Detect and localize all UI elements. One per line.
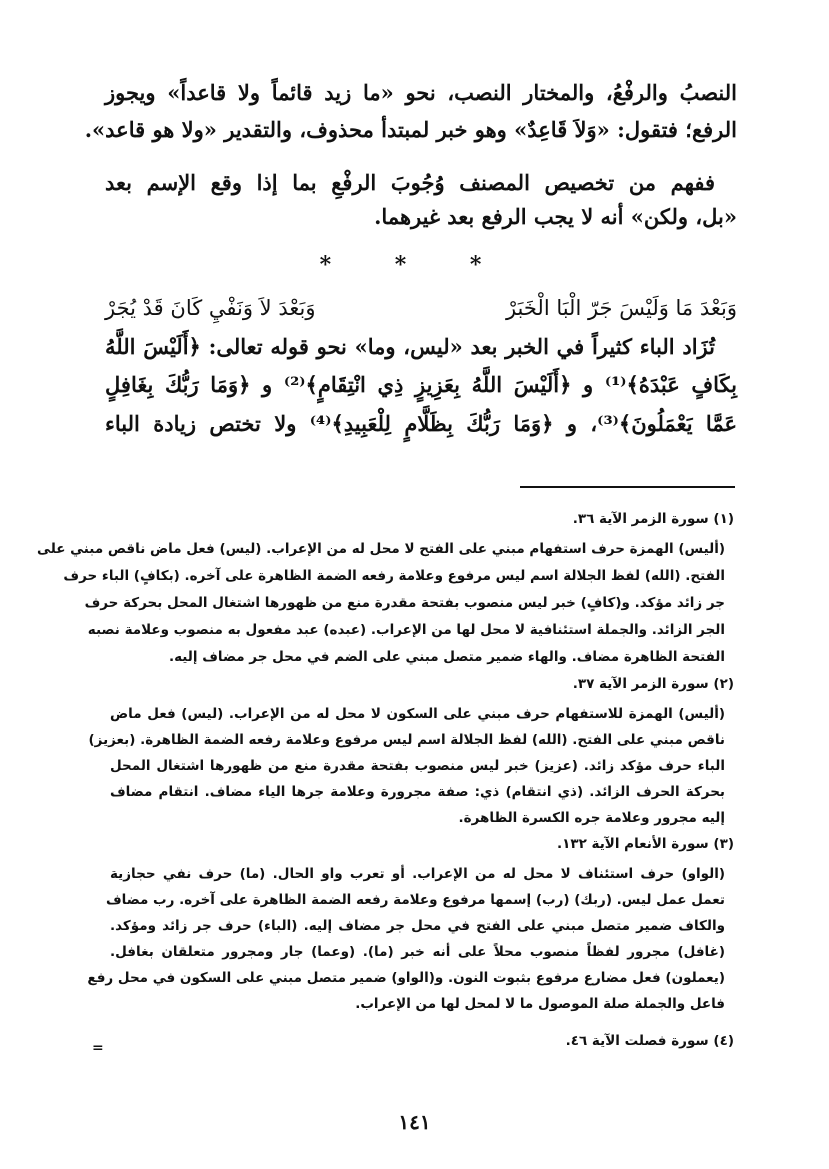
footnote-line: (الواو) حرف استئناف لا محل له من الإعراب. أو تعرب واو الحال. (ما) حرف نفي حجازية: [110, 866, 725, 882]
footnote-line: (يعملون) فعل مضارع مرفوع بثبوت النون. و(الواو) ضمير متصل مبني على السكون في محل رفع: [87, 970, 725, 986]
footnote-line: (أليس) الهمزة للاستفهام حرف مبني على السكون لا محل له من الإعراب. (ليس) فعل ماض: [110, 706, 725, 722]
continuation-mark: =: [92, 1040, 104, 1056]
main-text-line: الرفع؛ فتقول: «وَلاَ قَاعِدٌ» وهو خبر لمبتدأ محذوف، والتقدير «ولا هو قاعد».: [84, 117, 737, 142]
footnote-line: الفتح. (الله) لفظ الجلالة اسم ليس مرفوع وعلامة رفعه الضمة الظاهرة على آخره. (بكافٍ) الباء حرف: [63, 568, 725, 584]
explanation-line: بِكَافٍ عَبْدَهُ﴾⁽¹⁾ و ﴿أَلَيْسَ اللَّهُ بِعَزِيزٍ ذِي انْتِقَامٍ﴾⁽²⁾ و ﴿وَمَا رَبُّكَ بِغَافِلٍ: [105, 372, 737, 397]
footnote-line: جر زائد مؤكد. و(كافٍ) خبر ليس منصوب بفتحة مقدرة منع من ظهورها اشتغال المحل بحركة حرف: [84, 595, 725, 611]
section-separator: * * *: [319, 252, 510, 278]
footnote-heading: (٢) سورة الزمر الآية ٣٧.: [572, 676, 734, 692]
main-text-line: «بل، ولكن» أنه لا يجب الرفع بعد غيرهما.: [374, 204, 737, 229]
footnote-line: (غافل) مجرور لفظاً منصوب محلاً على أنه خبر (ما). (وعما) جار ومجرور متعلقان بغافل.: [110, 944, 725, 960]
footnote-line: (أليس) الهمزة حرف استفهام مبني على الفتح لا محل له من الإعراب. (ليس) فعل ماض ناقص مبني على: [37, 541, 725, 557]
footnote-line: بحركة الحرف الزائد. (ذي انتقام) ذي: صفة مجرورة وعلامة جرها الياء مضاف. انتقام مضاف: [110, 784, 725, 800]
footnote-line: والكاف ضمير متصل مبني على الفتح في محل جر مضاف إليه. (الباء) حرف جر زائد ومؤكد.: [110, 918, 725, 934]
footnote-line: فاعل والجملة صلة الموصول ما لا لمحل لها من الإعراب.: [355, 996, 725, 1012]
verse-right-hemistich: وَبَعْدَ مَا وَلَيْسَ جَرّ الْبَا الْخَبَرْ: [505, 296, 737, 320]
main-text-line: ففهم من تخصيص المصنف وُجُوبَ الرفْعِ بما إذا وقع الإسم بعد: [105, 170, 715, 195]
footnote-heading: (٤) سورة فصلت الآية ٤٦.: [565, 1033, 734, 1049]
verse-left-hemistich: وَبَعْدَ لاَ وَنَفْيِ كَانَ قَدْ يُجَرْ: [105, 296, 316, 320]
footnote-heading: (١) سورة الزمر الآية ٣٦.: [572, 511, 734, 527]
page-number: ١٤١: [398, 1110, 431, 1134]
footnote-heading: (٣) سورة الأنعام الآية ١٣٢.: [556, 836, 734, 852]
footnote-line: الجر الزائد. والجملة استئنافية لا محل لها من الإعراب. (عبده) عبد مفعول به منصوب وعلامة نصبه: [87, 622, 725, 638]
footnote-line: ناقص مبني على الفتح. (الله) لفظ الجلالة اسم ليس مرفوع وعلامة رفعه الضمة الظاهرة. (بعزيز): [88, 732, 725, 748]
footnote-line: الفتحة الظاهرة مضاف. والهاء ضمير متصل مبني على الضم في محل جر مضاف إليه.: [168, 649, 725, 665]
explanation-line: تُزَاد الباء كثيراً في الخبر بعد «ليس، وما» نحو قوله تعالى: ﴿أَلَيْسَ اللَّهُ: [105, 334, 715, 359]
main-text-line: النصبُ والرفْعُ، والمختار النصب، نحو «ما زيد قائماً ولا قاعداً» ويجوز: [105, 80, 737, 105]
explanation-line: عَمَّا يَعْمَلُونَ﴾⁽³⁾، و ﴿وَمَا رَبُّكَ بِظَلَّامٍ لِلْعَبِيدِ﴾⁽⁴⁾ ولا تختص زيادة الباء: [105, 411, 737, 436]
footnote-line: تعمل عمل ليس. (ربك) (رب) إسمها مرفوع وعلامة رفعه الضمة الظاهرة على آخره. رب مضاف: [105, 892, 725, 908]
poem-verse: [105, 296, 737, 326]
footnote-line: إليه مجرور وعلامة جره الكسرة الظاهرة.: [458, 810, 725, 826]
footnote-divider: [520, 486, 735, 488]
footnote-line: الباء حرف مؤكد زائد. (عزيز) خبر ليس منصوب بفتحة مقدرة منع من ظهورها اشتغال المحل: [110, 758, 725, 774]
